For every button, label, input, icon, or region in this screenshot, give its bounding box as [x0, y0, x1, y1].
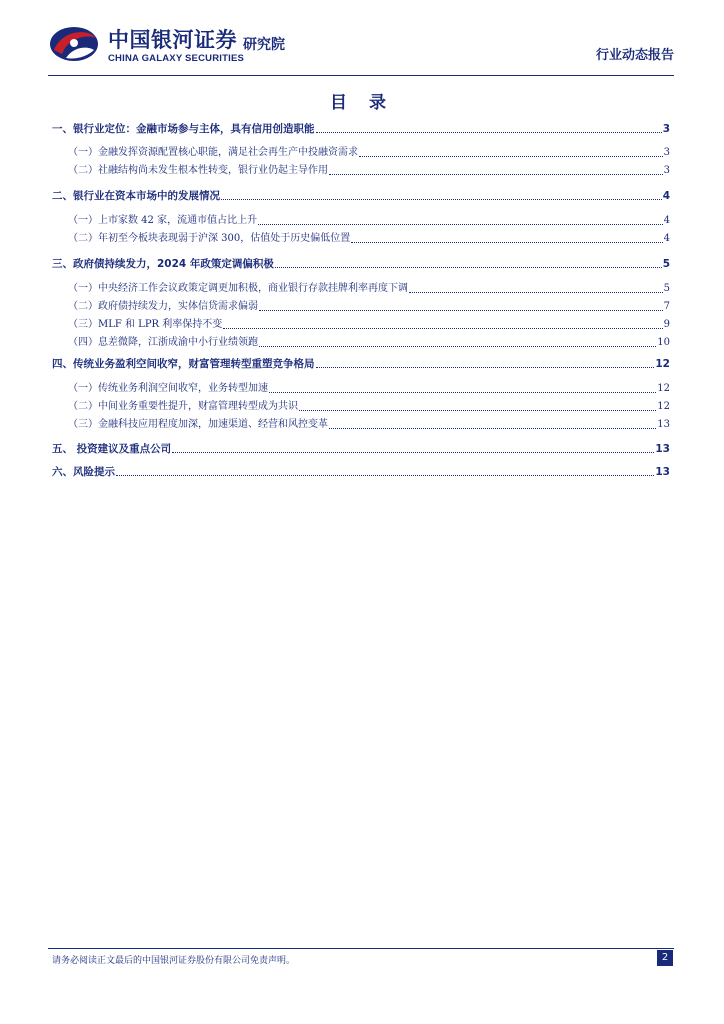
toc-entry[interactable] [52, 210, 670, 228]
toc-entry-title: （一）上市家数 42 家，流通市值占比上升 [68, 215, 258, 226]
toc-entry-page: 13 [657, 419, 670, 430]
toc-dot-leader [275, 267, 662, 268]
page-header [48, 20, 674, 76]
toc-entry[interactable] [52, 332, 670, 350]
toc-dot-leader [258, 224, 663, 225]
toc-entry[interactable] [52, 253, 670, 271]
toc-dot-leader [259, 346, 656, 347]
toc-entry-page: 12 [657, 401, 670, 412]
toc-entry[interactable] [52, 160, 670, 178]
toc-entry-page: 7 [663, 301, 670, 312]
toc-entry-title: 三、政府债持续发力，2024 年政策定调偏积极 [52, 258, 274, 270]
footer-disclaimer: 请务必阅读正文最后的中国银河证券股份有限公司免责声明。 [52, 956, 296, 966]
toc-entry[interactable] [52, 461, 670, 479]
toc-entry-title: （二）政府债持续发力，实体信贷需求偏弱 [68, 301, 258, 312]
toc-entry-title: （二）中间业务重要性提升，财富管理转型成为共识 [68, 401, 298, 412]
toc-dot-leader [299, 410, 656, 411]
toc-entry-title: 六、风险提示 [52, 466, 115, 478]
toc-entry-title: （二）社融结构尚未发生根本性转变，银行业仍起主导作用 [68, 165, 328, 176]
toc-dot-leader [116, 475, 654, 476]
toc-entry-page: 12 [655, 358, 670, 370]
page-number-badge: 2 [657, 950, 673, 966]
toc-entry[interactable] [52, 414, 670, 432]
toc-dot-leader [359, 156, 663, 157]
toc-title: 目 录 [330, 93, 394, 113]
toc-dot-leader [329, 428, 656, 429]
toc-entry[interactable] [52, 314, 670, 332]
toc-entry[interactable] [52, 278, 670, 296]
toc-entry[interactable] [52, 378, 670, 396]
toc-dot-leader [316, 132, 662, 133]
toc-entry[interactable] [52, 396, 670, 414]
toc-entry-title: （一）传统业务利润空间收窄，业务转型加速 [68, 383, 268, 394]
toc-entry-page: 13 [655, 443, 670, 455]
toc-entry-title: （一）中央经济工作会议政策定调更加积极，商业银行存款挂牌利率再度下调 [68, 283, 408, 294]
toc-entry-title: 四、传统业务盈利空间收窄，财富管理转型重塑竞争格局 [52, 358, 315, 370]
toc-entry-title: （四）息差微降，江浙成渝中小行业绩领跑 [68, 337, 258, 348]
toc-entry[interactable] [52, 296, 670, 314]
toc-entry-title: （一）金融发挥资源配置核心职能，满足社会再生产中投融资需求 [68, 147, 358, 158]
institute-label: 研究院 [243, 37, 285, 53]
toc-entry-page: 10 [657, 337, 670, 348]
toc-entry-page: 5 [663, 283, 670, 294]
toc-entry-title: （三）MLF 和 LPR 利率保持不变 [68, 319, 223, 330]
toc-entry[interactable] [52, 228, 670, 246]
toc-entry-page: 13 [655, 466, 670, 478]
toc-dot-leader [259, 310, 663, 311]
toc-entry[interactable] [52, 353, 670, 371]
toc-entry-page: 5 [662, 258, 670, 270]
toc-dot-leader [221, 199, 662, 200]
brand-name-en: CHINA GALAXY SECURITIES [108, 53, 245, 64]
toc-entry[interactable] [52, 142, 670, 160]
toc-dot-leader [329, 174, 663, 175]
toc-entry-title: 二、银行业在资本市场中的发展情况 [52, 190, 220, 202]
toc-entry-page: 3 [662, 123, 670, 135]
report-type-label: 行业动态报告 [595, 48, 674, 63]
toc-entry-title: （二）年初至今板块表现弱于沪深 300，估值处于历史偏低位置 [68, 233, 351, 244]
footer-divider [48, 948, 674, 949]
toc-entry-page: 3 [663, 147, 670, 158]
toc-entry-page: 12 [657, 383, 670, 394]
toc-dot-leader [351, 242, 662, 243]
toc-entry[interactable] [52, 438, 670, 456]
toc-dot-leader [409, 292, 663, 293]
toc-entry-page: 4 [663, 215, 670, 226]
toc-entry-title: 一、银行业定位：金融市场参与主体，具有信用创造职能 [52, 123, 315, 135]
toc-dot-leader [269, 392, 656, 393]
galaxy-swirl-logo-icon [48, 24, 100, 64]
toc-entry-page: 9 [663, 319, 670, 330]
header-divider [48, 75, 674, 76]
brand-name-cn: 中国银河证券 [108, 28, 237, 52]
toc-entry-title: （三）金融科技应用程度加深，加速渠道、经营和风控变革 [68, 419, 328, 430]
toc-entry-page: 3 [663, 165, 670, 176]
toc-entry-page: 4 [663, 233, 670, 244]
toc-entry-title: 五、 投资建议及重点公司 [52, 443, 172, 455]
toc-entry[interactable] [52, 185, 670, 203]
toc-dot-leader [223, 328, 662, 329]
toc-entry-page: 4 [662, 190, 670, 202]
toc-dot-leader [316, 367, 655, 368]
toc-dot-leader [172, 452, 654, 453]
toc-entry[interactable] [52, 118, 670, 136]
